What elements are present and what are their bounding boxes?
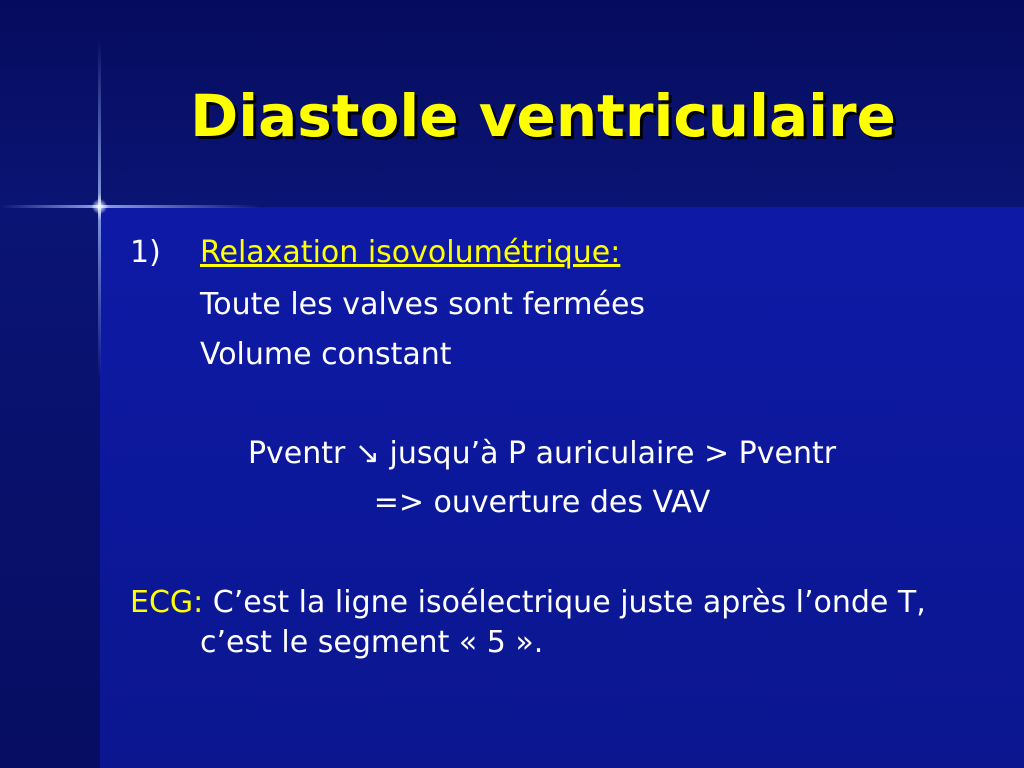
item-number: 1)	[130, 235, 161, 270]
sparkle-horizontal-line	[0, 205, 260, 208]
sparkle-star-icon	[92, 199, 107, 214]
ecg-label: ECG:	[130, 585, 204, 620]
ecg-text-1: C’est la ligne isoélectrique juste après l’onde T,	[203, 585, 926, 620]
item-heading: Relaxation isovolumétrique:	[200, 235, 621, 270]
slide-title: Diastole ventriculaire	[190, 82, 896, 150]
sub-line-volume: Volume constant	[200, 337, 452, 372]
ecg-line-2: c’est le segment « 5 ».	[200, 625, 544, 660]
ecg-line-1	[130, 584, 926, 622]
pressure-line: Pventr ↘ jusqu’à P auriculaire > Pventr	[247, 436, 837, 471]
sub-line-valves: Toute les valves sont fermées	[200, 287, 646, 322]
result-line: => ouverture des VAV	[373, 485, 711, 520]
